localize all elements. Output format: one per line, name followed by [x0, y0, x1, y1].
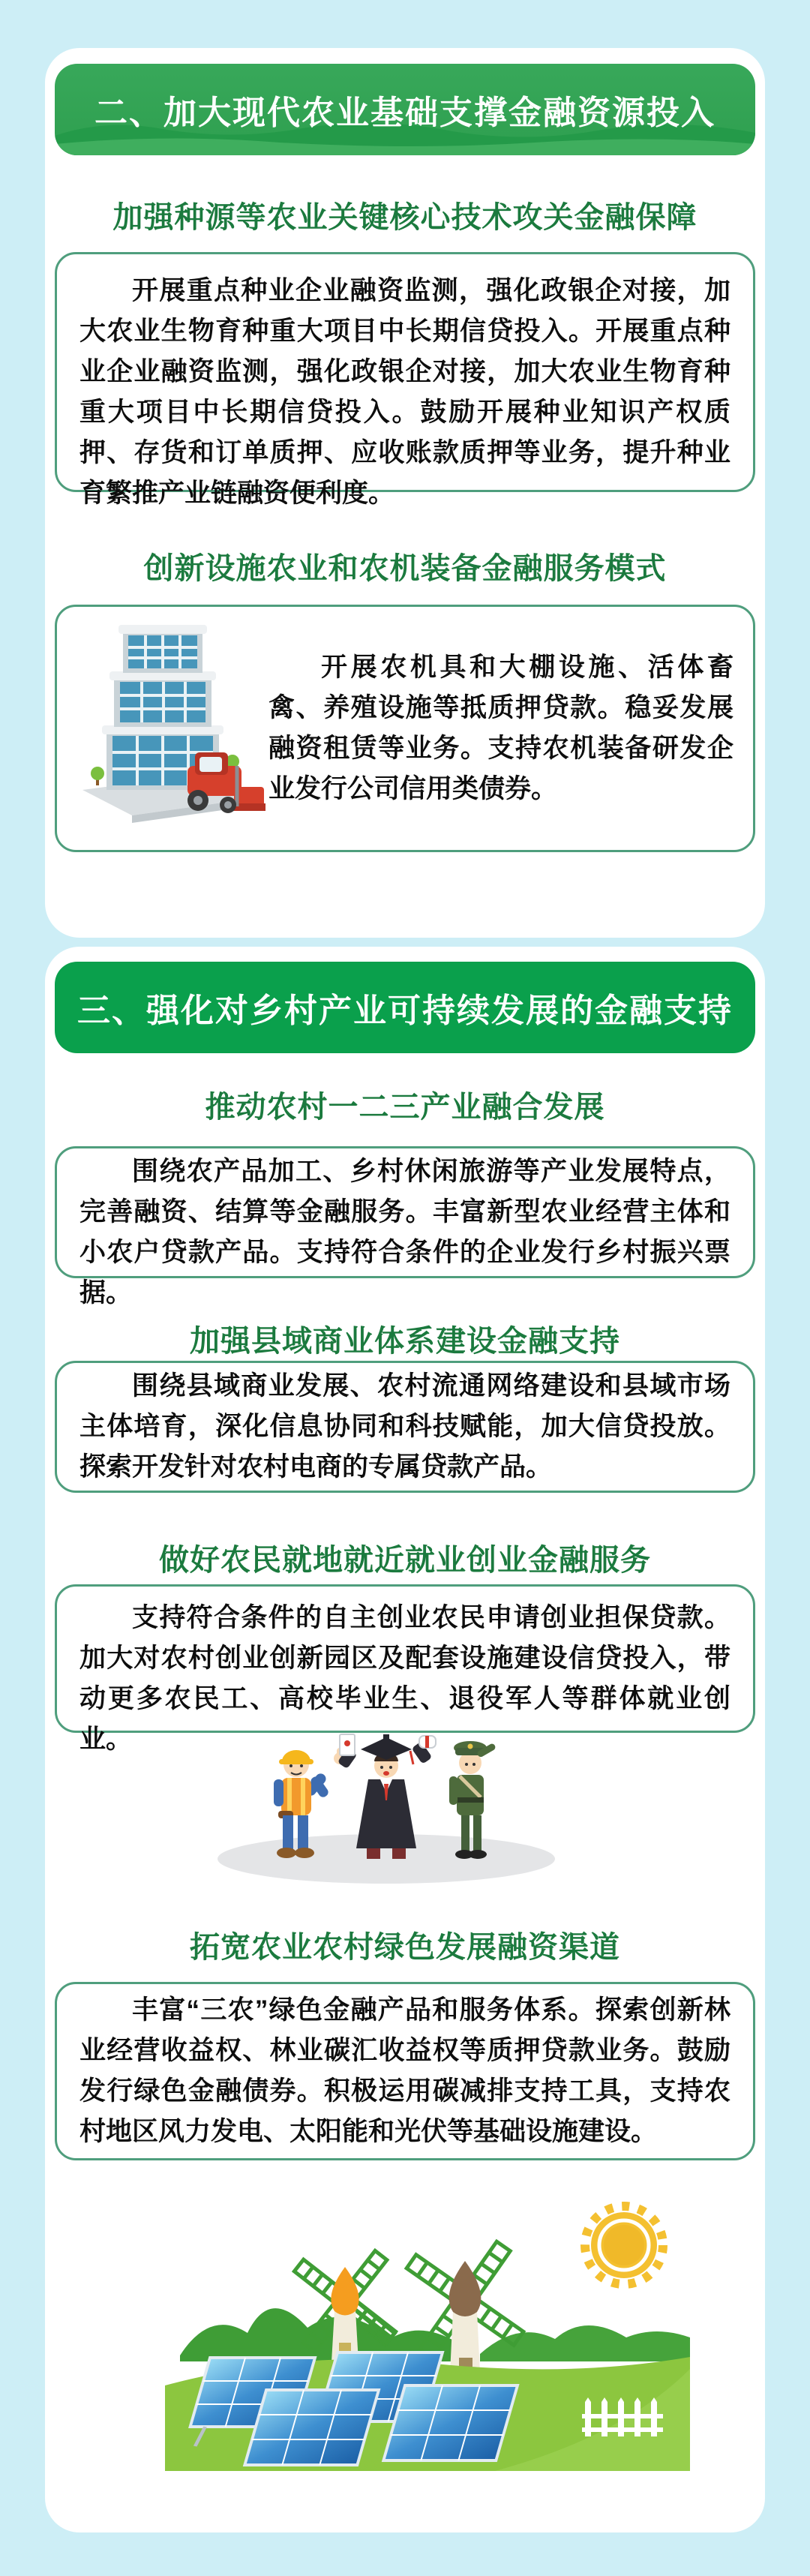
title-green-finance: 拓宽农业农村绿色发展融资渠道	[190, 1931, 620, 1964]
banner-title: 三、强化对乡村产业可持续发展的金融支持	[77, 992, 733, 1029]
worker-graduate-soldier-illustration	[206, 1706, 566, 1890]
banner-title: 二、加大现代农业基础支撑金融资源投入	[94, 95, 716, 131]
textbox-facility-machinery-finance	[55, 605, 755, 852]
title-industry-integration: 推动农村一二三产业融合发展	[205, 1091, 605, 1124]
textbox-green-finance	[55, 1982, 755, 2160]
body-text: 支持符合条件的自主创业农民申请创业担保贷款。加大对农村创业创新园区及配套设施建设信贷投入，带动更多农民工、高校毕业生、退役军人等群体就业创业。	[80, 1603, 730, 1754]
body-text: 围绕县域商业发展、农村流通网络建设和县域市场主体培育，深化信息协同和科技赋能，加大信贷投放。探索开发针对农村电商的专属贷款产品。	[80, 1371, 730, 1482]
body-text: 开展重点种业企业融资监测，强化政银企对接，加大农业生物育种重大项目中长期信贷投入。开展重点种业企业融资监测，强化政银企对接，加大农业生物育种重大项目中长期信贷投入。鼓励开展种业知识产权质押、存货和订单质押、应收账款质押等业务，提升种业育繁推产业链融资便利度。	[80, 276, 730, 508]
card-modern-agriculture	[45, 48, 765, 938]
green-energy-illustration	[165, 2189, 690, 2471]
banner-modern-agriculture	[55, 64, 755, 155]
sun-icon	[585, 2206, 663, 2284]
title-employment-services: 做好农民就地就近就业创业金融服务	[159, 1544, 651, 1577]
body-text: 丰富“三农”绿色金融产品和服务体系。探索创新林业经营收益权、林业碳汇收益权等质押贷款业务。鼓励发行绿色金融债券。积极运用碳减排支持工具，支持农村地区风力发电、太阳能和光伏等基础设施建设。	[80, 1995, 730, 2146]
title-seed-source-finance: 加强种源等农业关键核心技术攻关金融保障	[112, 201, 698, 234]
title-facility-machinery-finance: 创新设施农业和农机装备金融服务模式	[143, 552, 667, 585]
card-rural-industry	[45, 947, 765, 2532]
textbox-industry-integration	[55, 1146, 755, 1308]
textbox-seed-source-finance	[55, 252, 755, 508]
body-text: 开展农机具和大棚设施、活体畜禽、养殖设施等抵质押贷款。稳妥发展融资租赁等业务。支持农机装备研发企业发行公司信用类债券。	[268, 653, 734, 803]
banner-rural-industry	[55, 962, 755, 1053]
office-building-forklift-illustration	[76, 619, 266, 838]
title-county-commerce: 加强县域商业体系建设金融支持	[190, 1325, 620, 1358]
forklift-icon	[188, 752, 266, 813]
body-text: 围绕农产品加工、乡村休闲旅游等产业发展特点，完善融资、结算等金融服务。丰富新型农业经营主体和小农户贷款产品。支持符合条件的企业发行乡村振兴票据。	[80, 1157, 730, 1308]
textbox-county-commerce	[55, 1361, 755, 1493]
